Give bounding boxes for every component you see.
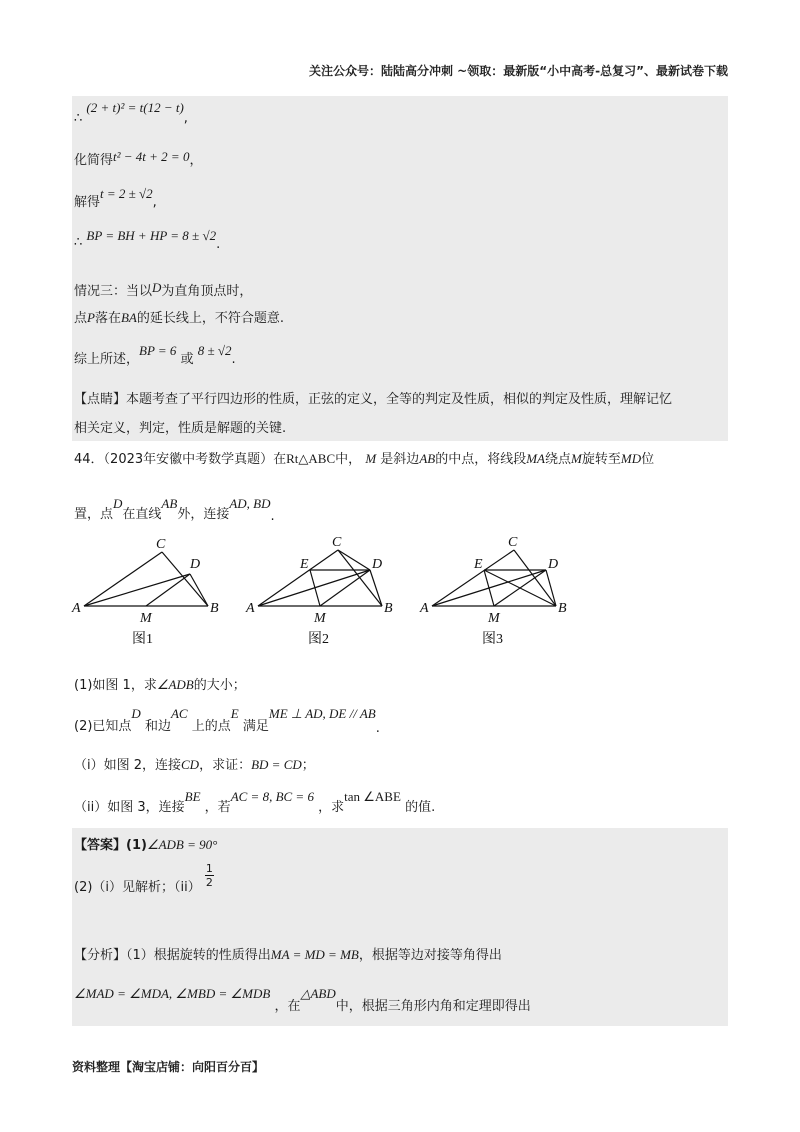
figure-1-caption: 图1 — [132, 632, 153, 647]
answer-fraction: $\frac{1}{2}$ — [205, 862, 213, 889]
solution-line-2: 化简得t² − 4t + 2 = 0， — [74, 149, 203, 168]
svg-text:E: E — [300, 557, 309, 572]
svg-text:A: A — [420, 601, 429, 616]
solution-line-6: 点P落在BA的延长线上，不符合题意. — [74, 310, 285, 326]
svg-text:E: E — [474, 557, 483, 572]
svg-text:C: C — [156, 537, 166, 552]
page-header: 关注公众号：陆陆高分冲刺 ~领取：最新版“小中高考-总复习”、最新试卷下载 — [309, 64, 728, 78]
svg-text:B: B — [384, 601, 393, 616]
svg-text:M: M — [488, 611, 500, 626]
comment-line-1: 【点睛】本题考查了平行四边形的性质，正弦的定义，全等的判定及性质，相似的判定及性质，理解记忆 — [74, 392, 673, 407]
svg-text:M: M — [314, 611, 326, 626]
page-footer: 资料整理【淘宝店铺：向阳百分百】 — [72, 1060, 265, 1074]
svg-text:M: M — [140, 611, 152, 626]
answer-line-1: 【答案】(1)∠ADB = 90° — [74, 837, 218, 853]
question-2-i: （i）如图 2，连接CD，求证：BD = CD； — [74, 757, 315, 773]
solution-line-5: 情况三：当以D为直角顶点时， — [74, 280, 253, 299]
problem-line-2: 置，点D在直线AB外，连接AD, BD. — [74, 496, 275, 524]
svg-text:A: A — [246, 601, 255, 616]
svg-text:B: B — [210, 601, 219, 616]
svg-text:D: D — [190, 557, 201, 572]
solution-line-4: ∴ BP = BH + HP = 8 ± √2. — [74, 228, 221, 252]
figure-3-caption: 图3 — [482, 632, 503, 647]
figure-2-caption: 图2 — [308, 632, 329, 647]
geometry-figures — [70, 530, 590, 650]
svg-text:A: A — [72, 601, 81, 616]
svg-text:C: C — [332, 535, 342, 550]
question-1: (1)如图 1，求∠ADB的大小； — [74, 677, 246, 693]
svg-text:B: B — [558, 601, 567, 616]
svg-text:D: D — [548, 557, 559, 572]
solution-line-7: 综上所述，BP = 6 或 8 ± √2. — [74, 343, 236, 367]
analysis-line-2: ∠MAD = ∠MDA, ∠MBD = ∠MDB ，在△ABD中，根据三角形内角和定理即得出 — [74, 986, 531, 1014]
problem-line-1: 44．（2023年安徽中考数学真题）在Rt△ABC中， M 是斜边AB的中点，将线段MA绕点M旋转至MD位 — [74, 451, 655, 467]
svg-text:C: C — [508, 535, 518, 550]
analysis-line-1: 【分析】（1）根据旋转的性质得出MA = MD = MB，根据等边对接等角得出 — [74, 947, 502, 963]
question-2-ii: （ii）如图 3，连接BE ，若AC = 8, BC = 6 ，求tan ∠ABE 的值. — [74, 789, 436, 815]
svg-text:D: D — [372, 557, 383, 572]
figure-3 — [432, 550, 559, 606]
figure-2 — [258, 550, 382, 606]
question-2: (2)已知点D 和边AC 上的点E 满足ME ⊥ AD, DE // AB. — [74, 706, 380, 736]
comment-line-2: 相关定义，判定，性质是解题的关键. — [74, 421, 287, 436]
answer-line-2: (2)（i）见解析；（ii） $\frac{1}{2}$ — [74, 862, 213, 895]
solution-line-3: 解得t = 2 ± √2, — [74, 186, 157, 210]
solution-line-1: ∴ (2 + t)² = t(12 − t), — [74, 100, 188, 126]
